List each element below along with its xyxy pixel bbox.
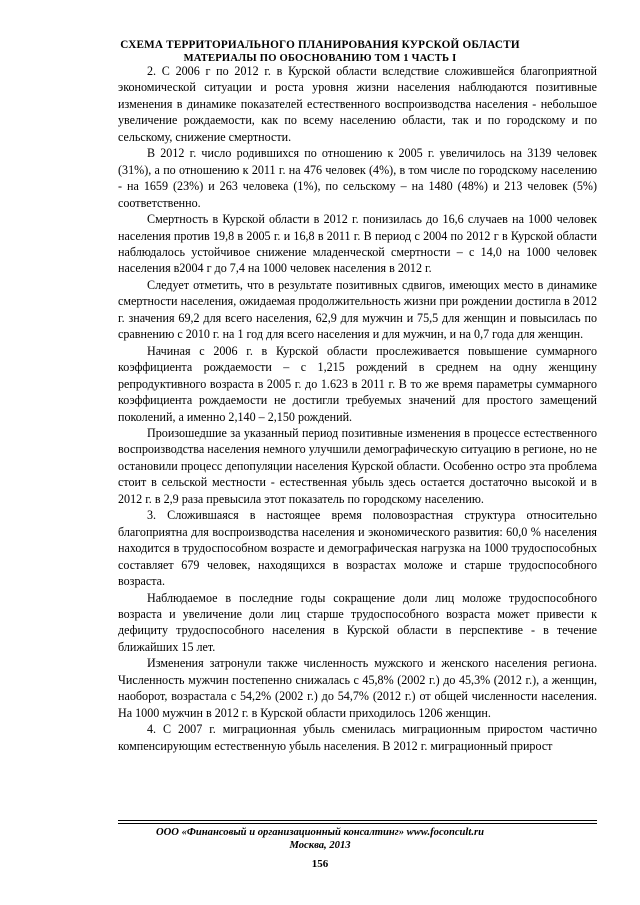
paragraph: Изменения затронули также численность мужского и женского населения региона. Численность мужчин постепенно снижалась с 45,8% (2002 г.) до 45,3% (2012 г.), а женщин, наоборот, возрастала с 54,2% (2002 г.) до 54,7% (2012 г.) от общей численности населения. На 1000 мужчин в 2012 г. в Курской области приходилось 1206 женщин.: [118, 656, 597, 720]
paragraph: 2. С 2006 г по 2012 г. в Курской области вследствие сложившейся благоприятной экономической ситуации и роста уровня жизни населения наблюдаются позитивные изменения в динамике показателей естественного воспроизводства населения - небольшое увеличение рождаемости, как по всему населению области, так и по городскому и по сельскому, снижение смертности.: [118, 64, 597, 144]
paragraph: 3. Сложившаяся в настоящее время половозрастная структура относительно благоприятна для воспроизводства населения и экономического развития: 60,0 % населения находится в трудоспособном возрасте и демографическая нагрузка на 1000 трудоспособных составляет 679 человек, находящихся в возрастах моложе и старше трудоспособного возраста.: [118, 508, 597, 589]
paragraph: 4. С 2007 г. миграционная убыль сменилась миграционным приростом частично компенсирующим естественную убыль населения. В 2012 г. миграционный прирост: [118, 722, 597, 753]
paragraph: В 2012 г. число родившихся по отношению к 2005 г. увеличилось на 3139 человек (31%), а по отношению к 2011 г. на 476 человек (4%), в том числе по городскому населению - на 1659 (23%) и 263 человека (1%), по сельскому – на 1480 (48%) и 213 человек (5%) соответственно.: [118, 146, 597, 210]
paragraph: Следует отметить, что в результате позитивных сдвигов, имеющих место в динамике смертности населения, ожидаемая продолжительность жизни при рождении достигла в 2012 г. значения 69,2 для всего населения, 62,9 для мужчин и 75,5 для женщин и повысилась по сравнению с 2010 г. на 1 год для всего населения и для мужчин, и на 0,7 года для женщин.: [118, 277, 597, 342]
document-body: [118, 63, 597, 754]
paragraph: Начиная с 2006 г. в Курской области прослеживается повышение суммарного коэффициента рождаемости – с 1,215 рождений в среднем на одну женщину репродуктивного возраста в 2005 г. до 1.623 в 2011 г. В то же время параметры суммарного коэффициента рождаемости не достигли требуемых значений для простого замещений поколений, а именно 2,140 – 2,150 рождений.: [118, 343, 597, 424]
footer-city-year: Москва, 2013: [289, 840, 351, 851]
document-header: [0, 38, 640, 66]
header-title: СХЕМА ТЕРРИТОРИАЛЬНОГО ПЛАНИРОВАНИЯ КУРСКОЙ ОБЛАСТИ: [120, 39, 520, 51]
paragraph: Наблюдаемое в последние годы сокращение доли лиц моложе трудоспособного возраста и увеличение доли лиц старше трудоспособного возраста может привести к дефициту трудоспособного населения в Курской области в перспективе - в течение ближайших 15 лет.: [118, 590, 597, 654]
header-subtitle: МАТЕРИАЛЫ ПО ОБОСНОВАНИЮ ТОМ 1 ЧАСТЬ I: [183, 53, 457, 64]
document-footer: [0, 826, 640, 852]
footer-divider: [118, 820, 597, 821]
paragraph: Смертность в Курской области в 2012 г. понизилась до 16,6 случаев на 1000 человек населения против 19,8 в 2005 г. и 16,8 в 2011 г. В период с 2004 по 2012 г в Курской области наблюдалось устойчивое снижение младенческой смертности – с 14,0 на 1000 человек населения в2004 г до 7,4 на 1000 человек населения в 2012 г.: [118, 212, 597, 276]
footer-company: ООО «Финансовый и организационный консалтинг» www.foconcult.ru: [156, 827, 484, 838]
footer-divider-thin: [118, 823, 597, 824]
page-number: 156: [311, 858, 329, 870]
paragraph: Произошедшие за указанный период позитивные изменения в процессе естественного воспроизводства населения немного улучшили демографическую ситуацию в регионе, но не остановили процесс депопуляции населения Курской области. Особенно остро эта проблема стоит в сельской местности - естественная убыль здесь остается достаточно высокой и в 2012 г. в 2,9 раза превысила этот показатель по городскому населению.: [118, 425, 597, 506]
